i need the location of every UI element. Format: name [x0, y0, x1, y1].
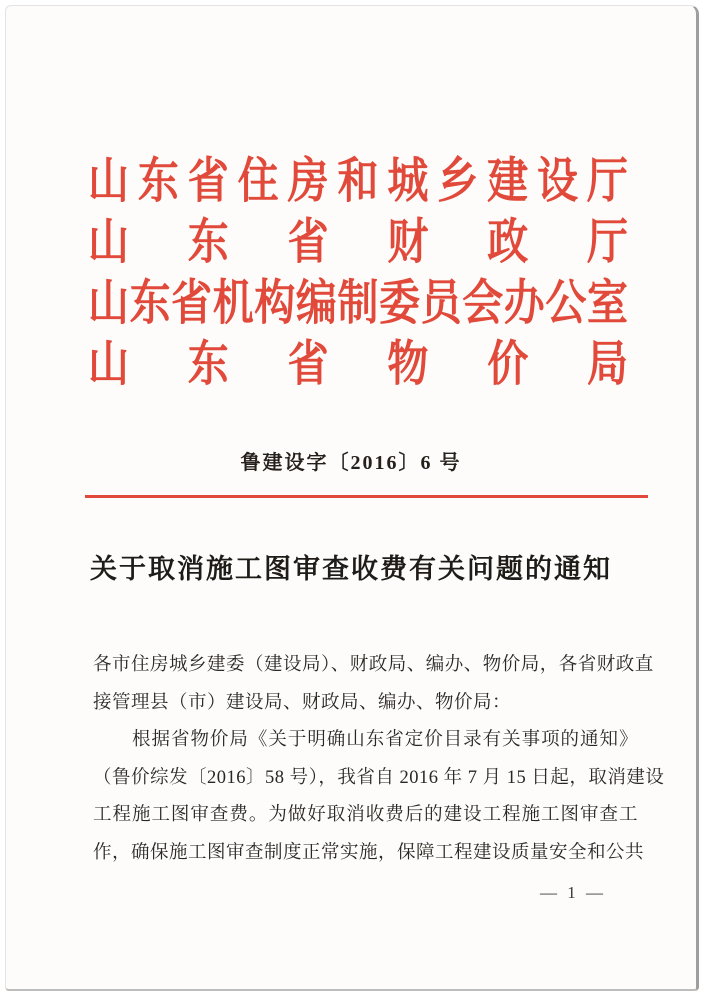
red-divider-line	[85, 495, 648, 498]
issuing-agencies-header	[88, 146, 628, 390]
agency-name-line: 山 东 省 财 政 厅	[88, 214, 628, 269]
agency-name-line: 山 东 省 机 构 编 制 委 员 会 办 公 室	[88, 275, 628, 330]
page-number: — 1 —	[540, 883, 606, 902]
document-title: 关于取消施工图审查收费有关问题的通知	[90, 554, 612, 584]
document-page	[5, 5, 699, 991]
body-text-line: 作，确保施工图审查制度正常实施，保障工程建设质量安全和公共	[93, 842, 645, 863]
body-text-line: 工程施工图审查费。为做好取消收费后的建设工程施工图审查工	[93, 805, 638, 826]
agency-name-line: 山 东 省 住 房 和 城 乡 建 设 厅	[88, 153, 628, 208]
body-text-line: 接管理县（市）建设局、财政局、编办、物价局：	[93, 692, 512, 713]
agency-name-line: 山 东 省 物 价 局	[88, 336, 628, 391]
document-number: 鲁建设字〔2016〕6 号	[240, 452, 462, 474]
body-text-line: 根据省物价局《关于明确山东省定价目录有关事项的通知》	[132, 730, 638, 751]
body-text-line: （鲁价综发〔2016〕58 号），我省自 2016 年 7 月 15 日起，取消建设	[93, 767, 665, 788]
document-body	[93, 647, 665, 873]
body-text-line: 各市住房城乡建委（建设局）、财政局、编办、物价局，各省财政直	[93, 655, 654, 675]
